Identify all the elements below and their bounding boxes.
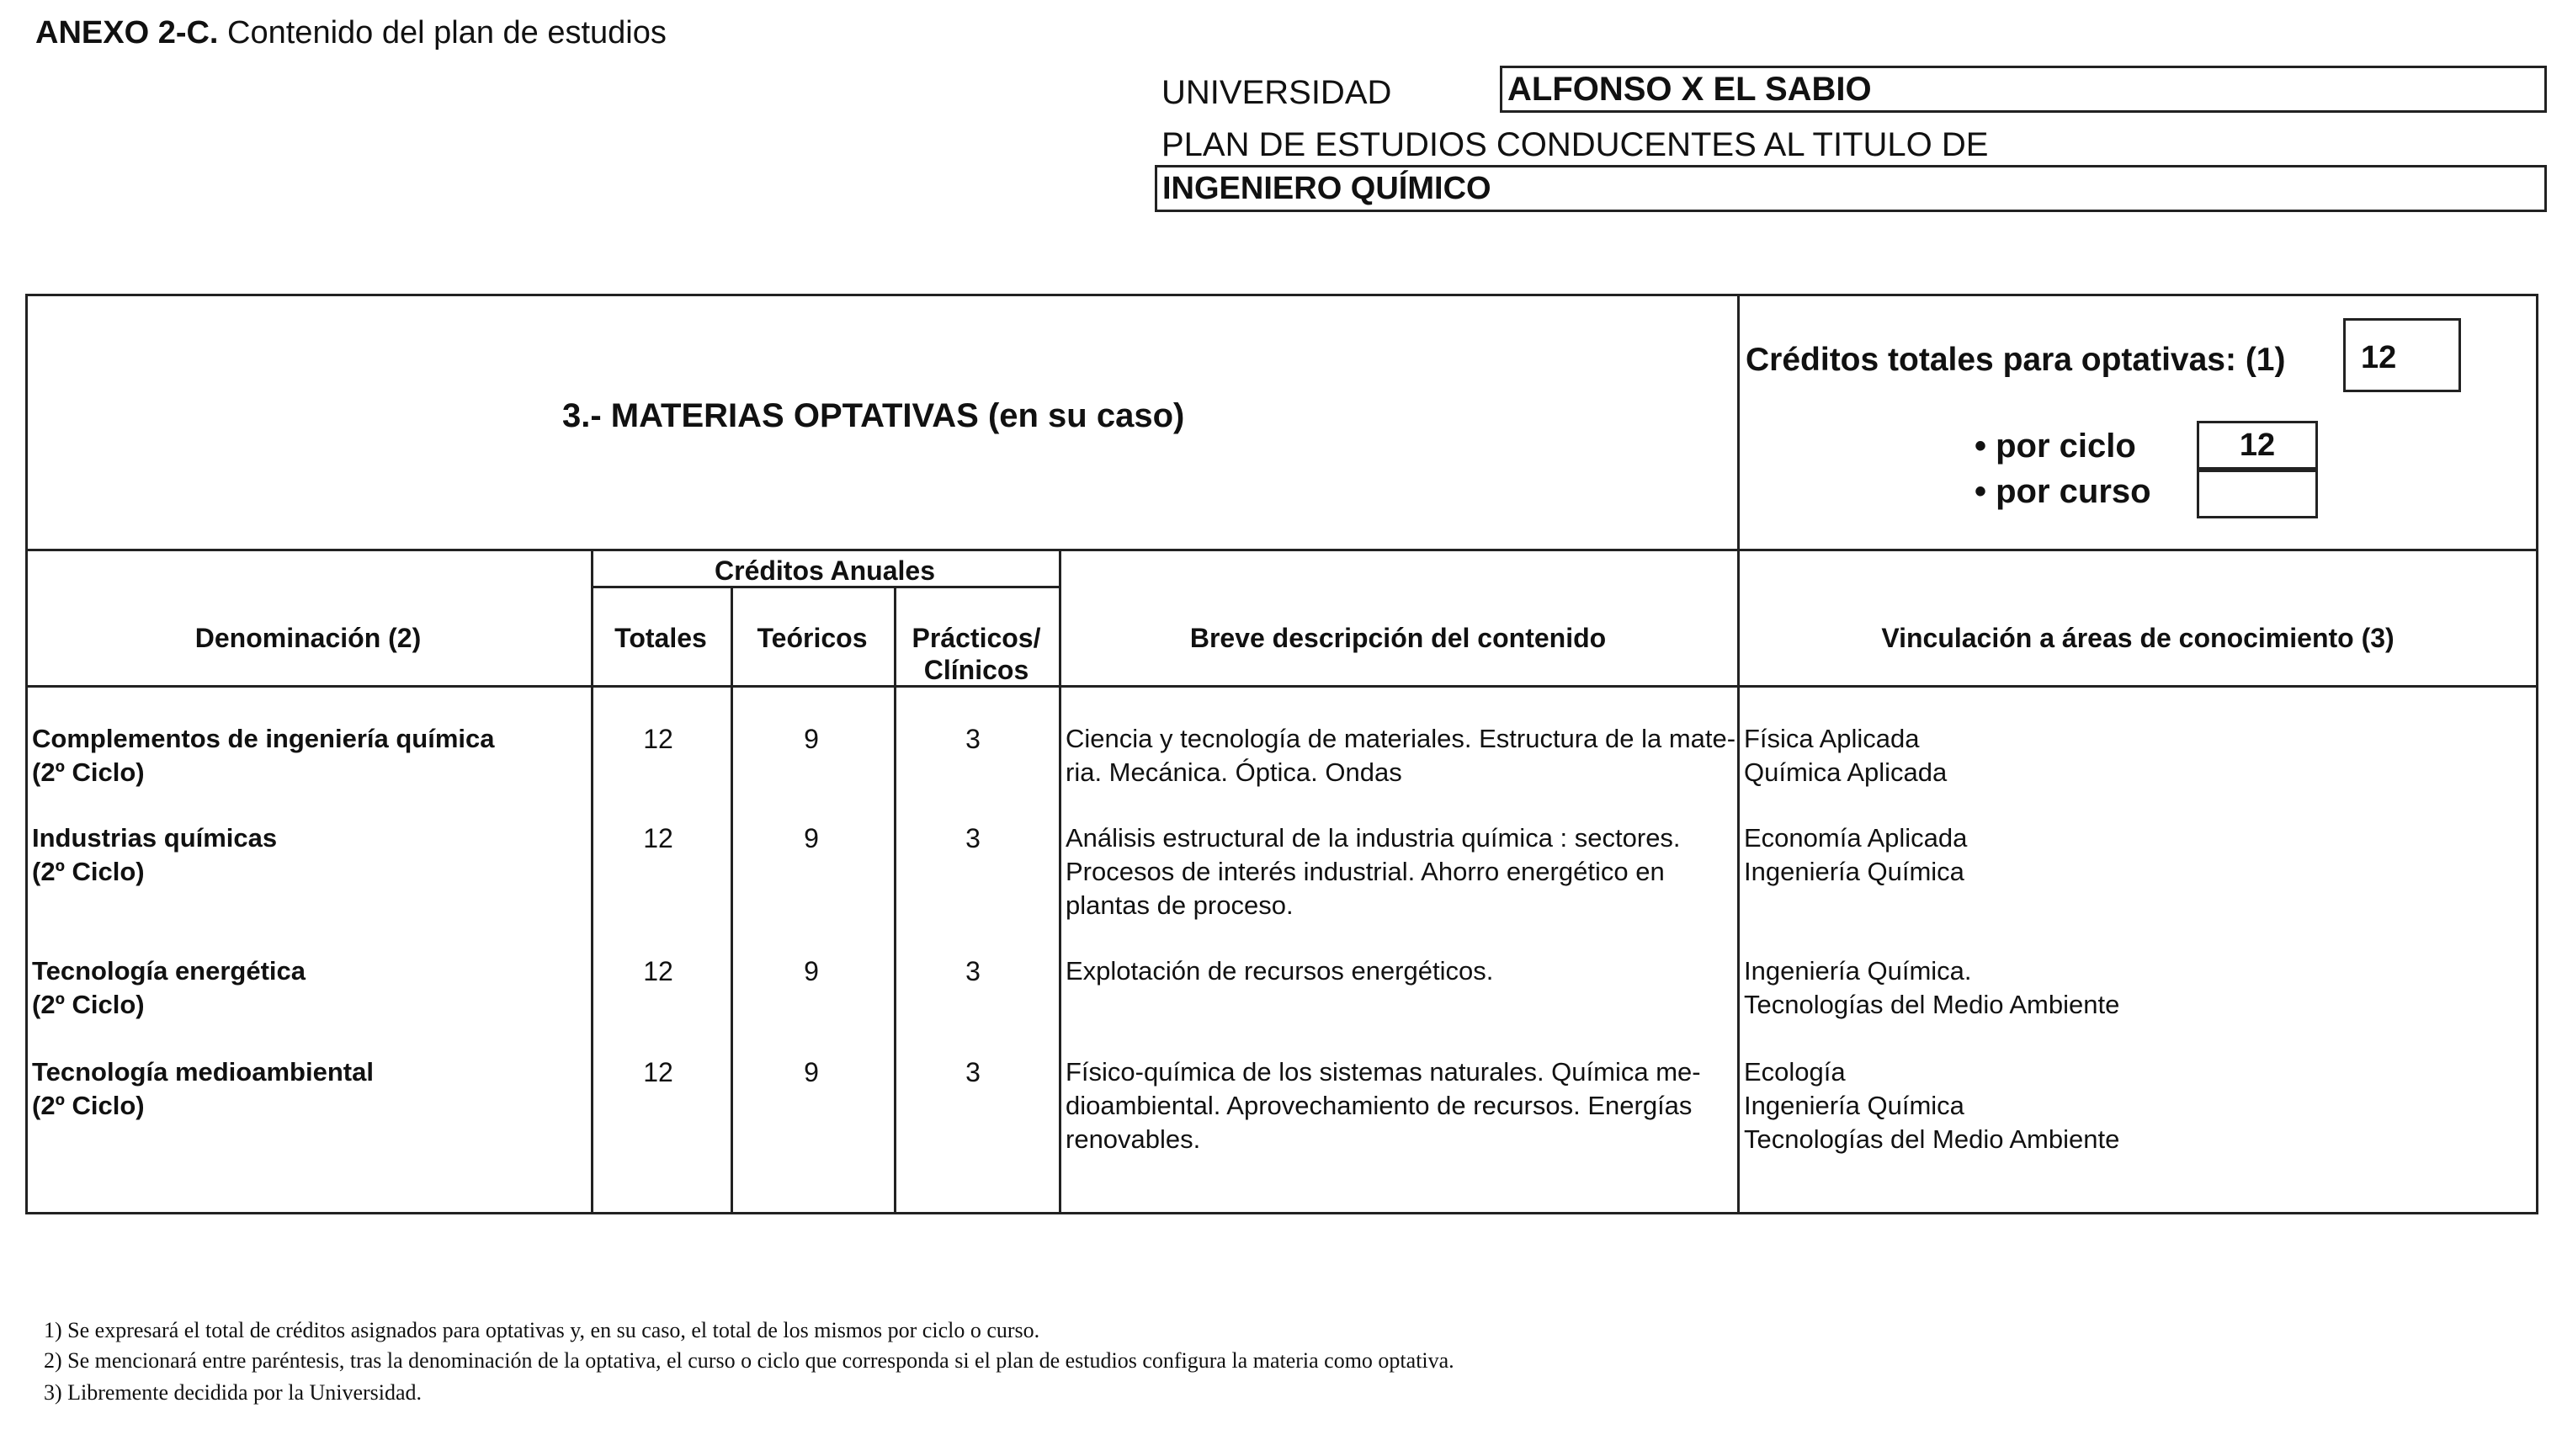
header-practicos-line2: Clínicos [923,655,1029,685]
row-2-teoricos: 9 [804,823,819,853]
footnote-2: 2) Se mencionará entre paréntesis, tras la denominación de la optativa, el curso o ciclo que corresponda si el plan de estudios configura la materia como optativa. [44,1348,1454,1373]
row-4-area-line3: Tecnologías del Medio Ambiente [1744,1124,2120,1154]
row-3-desc-line1: Explotación de recursos energéticos. [1066,956,1494,986]
row-1-totales: 12 [643,724,673,754]
annex-title: Contenido del plan de estudios [218,15,667,50]
footnote-1: 1) Se expresará el total de créditos asignados para optativas y, en su caso, el total de los mismos por ciclo o curso. [44,1318,1040,1342]
university-value: ALFONSO X EL SABIO [1500,66,2547,113]
row-1-teoricos: 9 [804,724,819,754]
degree-value: INGENIERO QUÍMICO [1155,165,2547,212]
row-4-practicos: 3 [965,1057,981,1087]
header-vinculacion: Vinculación a áreas de conocimiento (3) [1881,623,2395,653]
university-label: UNIVERSIDAD [1161,74,1392,111]
row-2-area-line1: Economía Aplicada [1744,823,1968,853]
row-3-practicos: 3 [965,956,981,986]
per-cycle-value: 12 [2197,421,2318,470]
row-2-desc-line2: Procesos de interés industrial. Ahorro energético en [1066,857,1665,886]
row-1-desc-line2: ria. Mecánica. Óptica. Ondas [1066,757,1402,787]
row-4-desc-line1: Físico-química de los sistemas naturales. Química me- [1066,1057,1701,1087]
total-credits-value: 12 [2343,318,2461,392]
row-1-desc-line1: Ciencia y tecnología de materiales. Estructura de la mate- [1066,724,1736,753]
row-2-cycle: (2º Ciclo) [32,857,145,886]
per-cycle-label: • por ciclo [1975,428,2136,465]
section-title: 3.- MATERIAS OPTATIVAS (en su caso) [562,397,1185,434]
row-2-totales: 12 [643,823,673,853]
row-3-cycle: (2º Ciclo) [32,990,145,1019]
divider-column-headers [25,685,2538,688]
row-4-name: Tecnología medioambiental [32,1057,374,1087]
row-4-totales: 12 [643,1057,673,1087]
row-3-name: Tecnología energética [32,956,306,986]
annex-number: ANEXO 2-C. [35,15,219,50]
total-credits-label: Créditos totales para optativas: (1) [1746,342,2286,378]
row-3-area-line2: Tecnologías del Medio Ambiente [1744,990,2120,1019]
row-4-desc-line2: dioambiental. Aprovechamiento de recursos. Energías [1066,1091,1693,1120]
row-1-area-line1: Física Aplicada [1744,724,1920,753]
per-course-label: • por curso [1975,473,2151,510]
row-3-totales: 12 [643,956,673,986]
row-4-desc-line3: renovables. [1066,1124,1201,1154]
per-course-value [2197,470,2318,518]
row-4-area-line2: Ingeniería Química [1744,1091,1964,1120]
row-2-desc-line1: Análisis estructural de la industria química : sectores. [1066,823,1681,853]
row-4-cycle: (2º Ciclo) [32,1091,145,1120]
header-totales: Totales [614,623,707,653]
row-2-area-line2: Ingeniería Química [1744,857,1964,886]
header-teoricos: Teóricos [757,623,868,653]
row-4-teoricos: 9 [804,1057,819,1087]
divider-section-header [25,549,2538,551]
row-3-area-line1: Ingeniería Química. [1744,956,1972,986]
row-1-area-line2: Química Aplicada [1744,757,1948,787]
plan-label: PLAN DE ESTUDIOS CONDUCENTES AL TITULO DE [1161,126,1989,163]
header-denominacion: Denominación (2) [194,623,422,653]
header-descripcion: Breve descripción del contenido [1189,623,1607,653]
header-practicos-line1: Prácticos/ [912,623,1041,653]
header-creditos-anuales: Créditos Anuales [715,555,935,586]
row-2-name: Industrias químicas [32,823,278,853]
row-1-cycle: (2º Ciclo) [32,757,145,787]
row-1-name: Complementos de ingeniería química [32,724,495,753]
footnote-3: 3) Libremente decidida por la Universidad. [44,1380,423,1405]
divider-col-teoricos [731,586,733,1214]
row-4-area-line1: Ecología [1744,1057,1846,1087]
row-3-teoricos: 9 [804,956,819,986]
divider-right-section [1737,294,1740,1214]
row-1-practicos: 3 [965,724,981,754]
annex-heading [35,15,667,51]
row-2-practicos: 3 [965,823,981,853]
row-2-desc-line3: plantas de proceso. [1066,890,1294,920]
